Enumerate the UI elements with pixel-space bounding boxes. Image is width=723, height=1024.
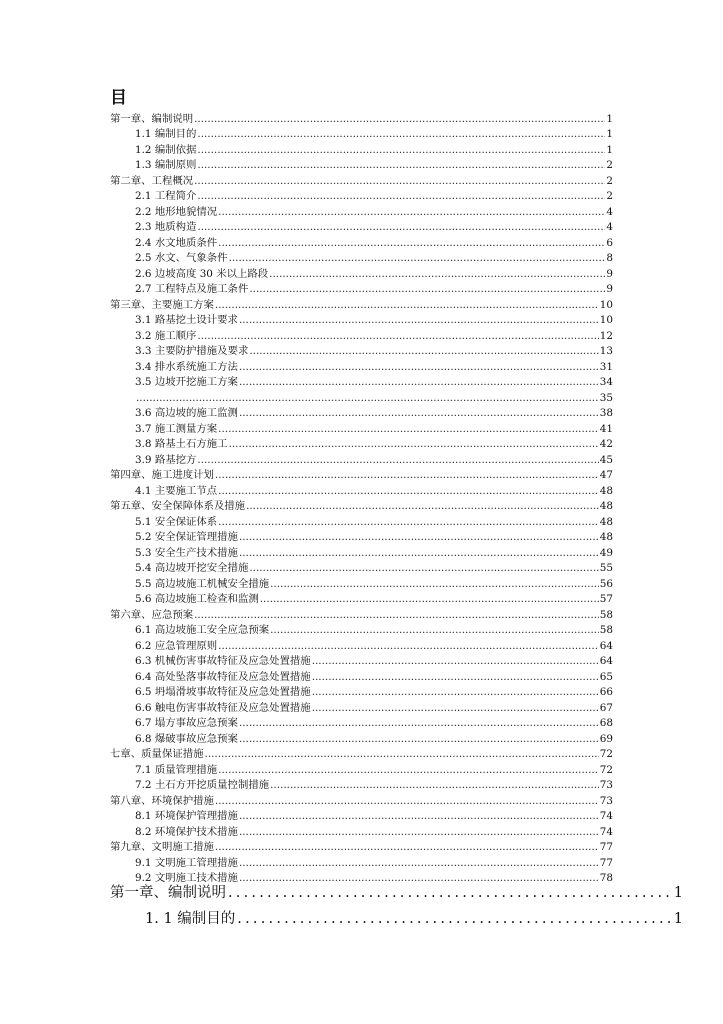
toc-entry-page: 49 [599, 546, 613, 559]
toc-entry-large[interactable] [0, 910, 723, 928]
toc-entry-page: 2 [606, 190, 613, 202]
toc-entry-title: 第一章、编制说明 [110, 112, 194, 125]
toc-entry-title: 9.1 文明施工管理措施 [135, 856, 238, 869]
toc-section-entry[interactable] [0, 513, 723, 529]
toc-section-entry[interactable] [0, 777, 723, 793]
toc-section-entry[interactable] [0, 823, 723, 839]
toc-entry-title: 3.4 排水系统施工方法 [135, 360, 238, 373]
toc-entry-title: 2.2 地形地貌情况 [135, 205, 218, 218]
toc-entry-title: 8.1 环境保护管理措施 [135, 810, 238, 822]
toc-entry-page: 1 [673, 885, 683, 901]
toc-entry-title: 5.5 高边坡施工机械安全措施 [135, 577, 270, 590]
toc-entry-title: 第六章、应急预案 [110, 608, 194, 621]
toc-section-entry[interactable] [0, 188, 723, 204]
toc-entry-page: 73 [599, 794, 613, 807]
toc-entry-title: 2.4 水文地质条件 [135, 236, 218, 249]
toc-section-entry[interactable] [0, 327, 723, 343]
dot-leader [197, 158, 605, 172]
dot-leader [229, 251, 606, 265]
toc-section-entry[interactable] [0, 637, 723, 653]
toc-entry-title: 第四章、施工进度计划 [110, 469, 214, 481]
toc-entry-title: 2.7 工程特点及施工条件 [135, 283, 249, 295]
toc-entry-page: 35 [599, 391, 613, 404]
toc-entry-title: 1.3 编制原则 [135, 159, 197, 171]
toc-entry-page: 9 [606, 267, 613, 280]
toc-section-entry[interactable] [0, 265, 723, 281]
dot-leader [194, 608, 599, 622]
toc-entry-page: 2 [606, 174, 613, 187]
toc-entry-title: 3.6 高边坡的施工监测 [135, 407, 238, 419]
table-of-contents [0, 110, 723, 885]
toc-entry-title: 8.2 环境保护技术措施 [135, 825, 238, 838]
toc-entry-title: 七章、质量保证措施 [110, 748, 204, 760]
toc-entry-title: 9.2 文明施工技术措施 [135, 872, 238, 884]
dot-leader [260, 592, 599, 606]
toc-entry-title: 5.3 安全生产技术措施 [135, 546, 238, 559]
toc-section-entry[interactable] [0, 529, 723, 545]
dot-leader [239, 856, 599, 870]
toc-entry-page: 8 [606, 252, 613, 264]
toc-section-entry[interactable] [0, 482, 723, 498]
dot-leader [197, 329, 598, 343]
toc-section-entry[interactable] [0, 405, 723, 421]
toc-section-entry[interactable] [0, 544, 723, 560]
dot-leader [269, 267, 605, 281]
toc-entry-page: 12 [599, 329, 613, 342]
dot-leader [218, 484, 599, 498]
dot-leader [239, 871, 599, 885]
toc-entry-page: 77 [599, 841, 613, 853]
toc-entry-title: 2.3 地质构造 [135, 221, 197, 233]
dot-leader [215, 794, 599, 808]
toc-entry-page: 1 [606, 128, 613, 140]
dot-leader [218, 763, 599, 777]
toc-entry-title: 1. 1 编制目的 [145, 911, 236, 927]
toc-entry-page: 64 [599, 639, 613, 652]
toc-entry-title: 1.1 编制目的 [135, 128, 197, 140]
toc-entry-page: 13 [599, 345, 613, 357]
toc-entry-page: 1 [673, 911, 683, 927]
dot-leader [270, 577, 599, 591]
toc-section-entry[interactable] [0, 436, 723, 452]
toc-entry-page: 72 [599, 748, 613, 760]
toc-section-entry[interactable] [0, 281, 723, 297]
toc-entry-title: 6.7 塌方事故应急预案 [135, 717, 238, 729]
dot-leader [239, 732, 599, 746]
toc-entry-title: 7.1 质量管理措施 [135, 763, 218, 776]
toc-entry-page: 56 [599, 577, 613, 590]
toc-section-entry[interactable] [0, 358, 723, 374]
toc-section-entry[interactable] [0, 451, 723, 467]
toc-entry-title: 6.6 触电伤害事故特征及应急处置措施 [135, 701, 311, 714]
toc-section-entry[interactable] [0, 203, 723, 219]
toc-entry-title: 5.2 安全保证管理措施 [135, 531, 238, 543]
dot-leader [246, 499, 599, 513]
dot-leader [239, 530, 599, 544]
toc-section-entry[interactable] [0, 622, 723, 638]
toc-section-entry[interactable] [0, 591, 723, 607]
toc-section-entry[interactable] [0, 157, 723, 173]
toc-chapter-entry[interactable] [0, 467, 723, 483]
toc-entry-title: 5.1 安全保证体系 [135, 515, 218, 528]
toc-heading: 目 [110, 88, 127, 108]
dot-leader [194, 174, 605, 188]
toc-section-entry[interactable] [0, 699, 723, 715]
toc-section-entry[interactable] [0, 560, 723, 576]
toc-entry-page: 68 [599, 717, 613, 729]
toc-entry-page: 42 [599, 438, 613, 450]
dot-leader [249, 282, 605, 296]
toc-section-entry[interactable] [0, 854, 723, 870]
toc-entry-title: 6.3 机械伤害事故特征及应急处置措施 [135, 655, 311, 667]
toc-entry-page: 65 [599, 670, 613, 683]
toc-entry-page: 64 [599, 655, 613, 667]
dot-leader [215, 298, 599, 312]
toc-entry-title: 3.3 主要防护措施及要求 [135, 345, 249, 357]
toc-section-entry[interactable] [0, 870, 723, 886]
toc-entry-page: 34 [599, 376, 613, 388]
toc-entry-title: 第八章、环境保护措施 [110, 794, 214, 807]
dot-leader [239, 809, 599, 823]
toc-entry-title: 第三章、主要施工方案 [110, 298, 214, 311]
toc-chapter-entry[interactable] [0, 606, 723, 622]
toc-entry-page: 77 [599, 856, 613, 869]
toc-entry-page: 58 [599, 608, 613, 621]
toc-entry-large[interactable] [0, 884, 723, 902]
dot-leader [197, 143, 605, 157]
toc-chapter-entry[interactable] [0, 172, 723, 188]
toc-entry-page: 55 [599, 562, 613, 574]
dot-leader [215, 468, 599, 482]
toc-entry-page: 4 [606, 205, 613, 218]
toc-entry-title: 2.1 工程简介 [135, 190, 197, 202]
toc-entry-title: 2.6 边坡高度 30 米以上路段 [135, 267, 269, 280]
toc-entry-title: 第二章、工程概况 [110, 174, 194, 187]
toc-chapter-entry[interactable] [0, 746, 723, 762]
toc-entry-title: 6.8 爆破事故应急预案 [135, 732, 238, 745]
toc-entry-title: 7.2 土石方开挖质量控制措施 [135, 779, 270, 791]
toc-entry-title: 6.4 高处坠落事故特征及应急处置措施 [135, 670, 311, 683]
toc-section-entry[interactable] [0, 761, 723, 777]
toc-entry-page: 41 [599, 422, 613, 435]
dot-leader [136, 391, 599, 405]
toc-entry-title: 3.7 施工测量方案 [135, 422, 218, 435]
toc-section-entry[interactable] [0, 219, 723, 235]
toc-section-entry[interactable] [0, 141, 723, 157]
toc-chapter-entry[interactable] [0, 110, 723, 126]
toc-entry-title: 3.5 边坡开挖施工方案 [135, 376, 238, 388]
toc-chapter-entry[interactable] [0, 792, 723, 808]
toc-section-entry[interactable] [0, 374, 723, 390]
toc-entry-title: 第五章、安全保障体系及措施 [110, 500, 246, 512]
dot-leader [197, 189, 605, 203]
dot-leader [239, 375, 599, 389]
dot-leader [197, 127, 605, 141]
dot-leader [312, 701, 599, 715]
toc-section-entry[interactable] [0, 715, 723, 731]
toc-section-entry[interactable] [0, 126, 723, 142]
toc-chapter-entry[interactable] [0, 296, 723, 312]
dot-leader [218, 236, 605, 250]
toc-entry-title: 第一章、编制说明 [110, 885, 226, 901]
toc-entry-title: 3.8 路基土石方施工 [135, 438, 228, 450]
toc-entry-page: 48 [599, 484, 613, 497]
toc-entry-page: 10 [599, 314, 613, 326]
dot-leader [312, 654, 599, 668]
toc-entry-page: 73 [599, 779, 613, 791]
dot-leader [239, 716, 599, 730]
toc-entry-page: 74 [599, 825, 613, 838]
dot-leader [239, 546, 599, 560]
toc-section-entry[interactable] [0, 389, 723, 405]
dot-leader [270, 623, 599, 637]
toc-entry-page: 72 [599, 763, 613, 776]
toc-entry-title: 6.2 应急管理原则 [135, 639, 218, 652]
dot-leader [215, 840, 599, 854]
toc-chapter-entry[interactable] [0, 839, 723, 855]
toc-entry-title: 3.2 施工顺序 [135, 329, 197, 342]
toc-entry-title: 6.1 高边坡施工安全应急预案 [135, 624, 270, 636]
toc-entry-page: 69 [599, 732, 613, 745]
toc-entry-title: 6.5 坍塌滑坡事故特征及应急处置措施 [135, 686, 311, 698]
dot-leader [205, 747, 599, 761]
toc-entry-page: 4 [606, 221, 613, 233]
toc-section-entry[interactable] [0, 343, 723, 359]
toc-section-entry[interactable] [0, 420, 723, 436]
toc-entry-title: 3.9 路基挖方 [135, 453, 197, 466]
toc-section-entry[interactable] [0, 312, 723, 328]
toc-chapter-entry[interactable] [0, 498, 723, 514]
toc-entry-title: 第九章、文明施工措施 [110, 841, 214, 853]
toc-entry-page: 48 [599, 515, 613, 528]
toc-section-entry[interactable] [0, 668, 723, 684]
dot-leader [312, 685, 599, 699]
toc-entry-page: 31 [599, 360, 613, 373]
dot-leader [249, 561, 598, 575]
dot-leader [239, 313, 599, 327]
toc-entry-page: 2 [606, 159, 613, 171]
toc-entry-page: 48 [599, 500, 613, 512]
toc-entry-page: 1 [606, 112, 613, 125]
dot-leader [197, 453, 598, 467]
toc-entry-page: 1 [606, 143, 613, 156]
dot-leader [229, 437, 599, 451]
dot-leader [239, 360, 599, 374]
dot-leader [270, 778, 599, 792]
toc-entry-page: 78 [599, 872, 613, 884]
dot-leader [218, 422, 599, 436]
dot-leader [218, 205, 605, 219]
toc-section-entry[interactable] [0, 808, 723, 824]
toc-entry-page: 10 [599, 298, 613, 311]
toc-entry-page: 67 [599, 701, 613, 714]
toc-entry-title: 3.1 路基挖土设计要求 [135, 314, 238, 326]
toc-entry-title: 5.4 高边坡开挖安全措施 [135, 562, 249, 574]
dot-leader [218, 639, 599, 653]
toc-entry-page: 45 [599, 453, 613, 466]
dot-leader [218, 515, 599, 529]
dot-leader [228, 884, 672, 902]
toc-entry-page: 47 [599, 469, 613, 481]
toc-entry-title: 5.6 高边坡施工检查和监测 [135, 593, 259, 605]
toc-entry-page: 57 [599, 593, 613, 605]
toc-section-entry[interactable] [0, 730, 723, 746]
toc-entry-title: 4.1 主要施工节点 [135, 484, 218, 497]
dot-leader [194, 112, 605, 126]
toc-entry-page: 38 [599, 407, 613, 419]
dot-leader [239, 825, 599, 839]
toc-entry-page: 6 [606, 236, 613, 249]
toc-entry-title: 2.5 水文、气象条件 [135, 252, 228, 264]
dot-leader [237, 910, 671, 928]
toc-entry-page: 58 [599, 624, 613, 636]
dot-leader [249, 344, 598, 358]
dot-leader [197, 220, 605, 234]
dot-leader [239, 406, 599, 420]
toc-section-entry[interactable] [0, 684, 723, 700]
toc-entry-page: 48 [599, 531, 613, 543]
dot-leader [312, 670, 599, 684]
toc-entry-page: 74 [599, 810, 613, 822]
toc-section-entry[interactable] [0, 575, 723, 591]
toc-section-entry[interactable] [0, 653, 723, 669]
toc-entry-title: 1.2 编制依据 [135, 143, 197, 156]
toc-entry-page: 66 [599, 686, 613, 698]
toc-section-entry[interactable] [0, 250, 723, 266]
toc-entry-page: 9 [606, 283, 613, 295]
toc-section-entry[interactable] [0, 234, 723, 250]
